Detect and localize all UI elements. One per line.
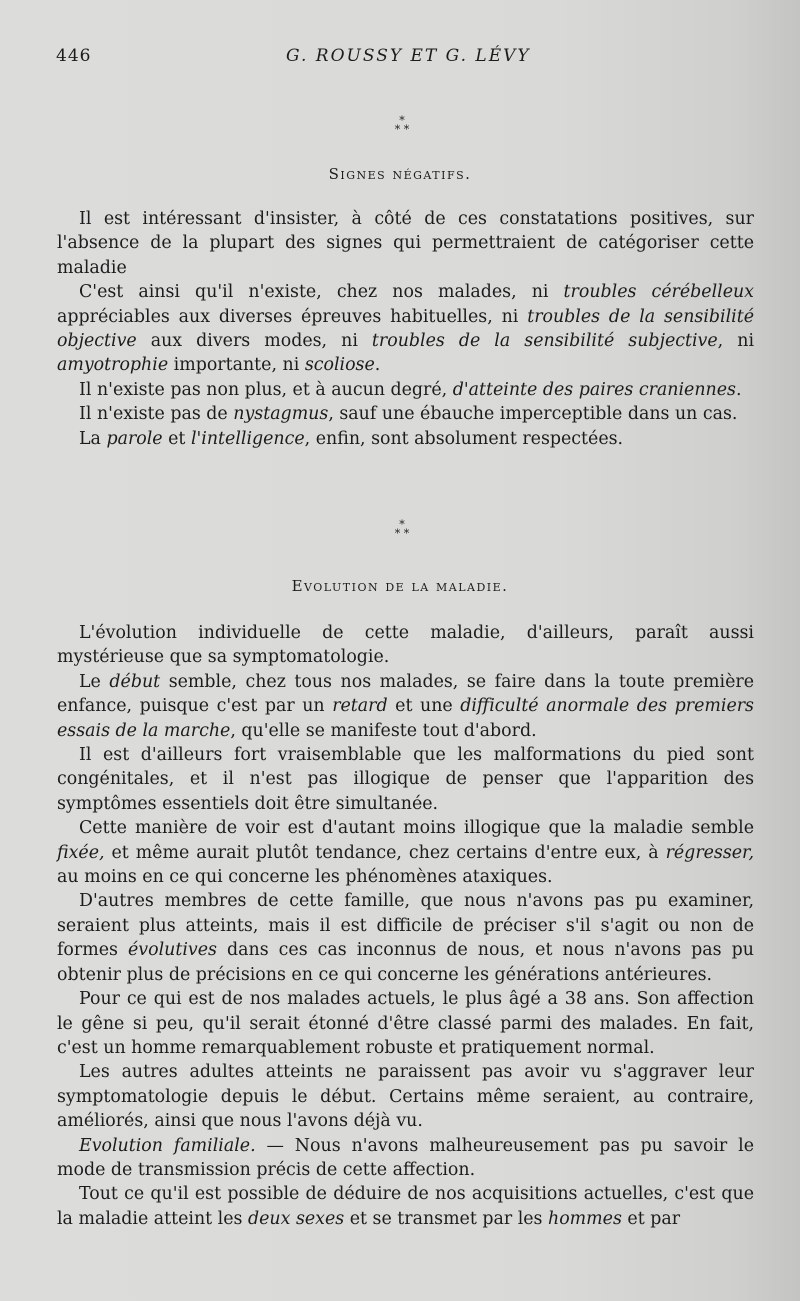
asterism: * * * — [394, 518, 410, 540]
paragraph: Evolution familiale. — Nous n'avons malheureusement pas pu savoir le mode de transmission précis de cette affection. — [57, 1135, 754, 1180]
paragraph: Cette manière de voir est d'autant moins illogique que la maladie semble fixée, et même aurait plutôt tendance, chez certains d'entre eux, à régresser, au moins en ce qui concerne les phénomènes ataxiques. — [57, 818, 754, 888]
asterism: * * * — [394, 114, 410, 136]
paragraph: La parole et l'intelligence, enfin, sont absolument respectées. — [79, 428, 624, 449]
section-evolution-body — [57, 621, 754, 1231]
section-title-evolution: Evolution de la maladie. — [291, 577, 509, 595]
paragraph: Il est intéressant d'insister, à côté de ces constatations positives, sur l'absence de la plupart des signes qui permettraient de catégoriser cette maladie — [57, 209, 754, 278]
separator-asterisks — [382, 116, 422, 134]
paragraph: D'autres membres de cette famille, que nous n'avons pas pu examiner, seraient plus atteints, mais il est difficile de préciser s'il s'agit ou non de formes évolutives dans ces cas inconnus de nous, et nous n'avons pas pu obtenir plus de précisions en ce qui concerne les générations antérieures. — [57, 891, 754, 985]
paragraph: Tout ce qu'il est possible de déduire de nos acquisitions actuelles, c'est que la maladie atteint les deux sexes et se transmet par les hommes et par — [57, 1184, 754, 1229]
section-signes-negatifs-body — [57, 207, 754, 451]
paragraph: L'évolution individuelle de cette maladie, d'ailleurs, paraît aussi mystérieuse que sa symptomatologie. — [57, 623, 754, 668]
paragraph: Pour ce qui est de nos malades actuels, le plus âgé a 38 ans. Son affection le gêne si peu, qu'il serait étonné d'être classé parmi des malades. En fait, c'est un homme remarquablement robuste et pratiquement normal. — [57, 989, 754, 1058]
paragraph: Le début semble, chez tous nos malades, se faire dans la toute première enfance, puisque c'est par un retard et une difficulté anormale des premiers essais de la marche, qu'elle se manifeste tout d'abord. — [57, 671, 754, 741]
paragraph: Il est d'ailleurs fort vraisemblable que les malformations du pied sont congénitales, et il n'est pas illogique de penser que l'apparition des symptômes essentiels doit être simultanée. — [57, 745, 754, 814]
paragraph: Il n'existe pas non plus, et à aucun degré, d'atteinte des paires craniennes. — [79, 379, 742, 400]
paragraph: C'est ainsi qu'il n'existe, chez nos malades, ni troubles cérébelleux appréciables aux diverses épreuves habituelles, ni troubles de la sensibilité objective aux divers modes, ni troubles de la sensibilité subjective, ni amyotrophie importante, ni scoliose. — [57, 282, 754, 376]
section-title-signes-negatifs: Signes négatifs. — [328, 165, 472, 183]
page-number: 446 — [56, 46, 92, 66]
paragraph: Il n'existe pas de nystagmus, sauf une ébauche imperceptible dans un cas. — [79, 404, 738, 425]
separator-asterisks — [382, 520, 422, 538]
running-head: G. ROUSSY ET G. LÉVY — [286, 46, 531, 66]
paragraph: Les autres adultes atteints ne paraissent pas avoir vu s'aggraver leur symptomatologie depuis le début. Certains même seraient, au contraire, améliorés, ainsi que nous l'avons déjà vu. — [57, 1062, 754, 1132]
page-header — [56, 46, 756, 72]
